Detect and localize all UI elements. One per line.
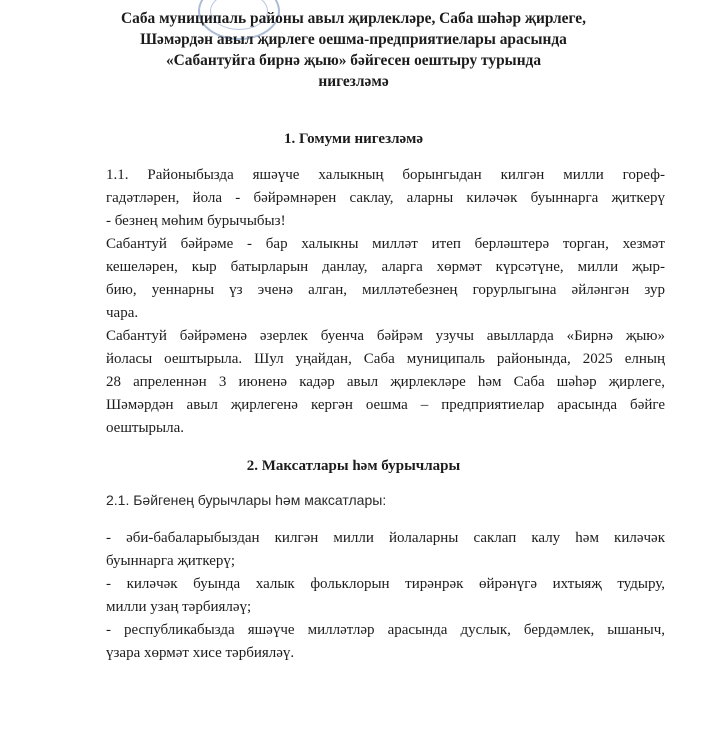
section-1-heading: 1. Гомуми нигезләмә	[283, 131, 424, 147]
paragraph-line: Шәмәрдән авыл җирлегенә кергән оешма – предприятиелар арасында бәйге	[106, 397, 665, 413]
section-2-body	[106, 527, 665, 665]
list-item-line: - республикабызда яшәүче милләтләр арасында дуслык, бердәмлек, ышаныч,	[106, 622, 665, 638]
paragraph-line: 28 апреленнән 3 июненә кадәр авыл җирлекләре һәм Саба шәһәр җирлеге,	[106, 374, 665, 390]
paragraph-line: чара.	[106, 305, 139, 321]
document-title	[60, 8, 647, 92]
title-line: нигезләмә	[318, 73, 389, 90]
list-item-line: үзара хөрмәт хисе тәрбияләү.	[106, 645, 295, 661]
paragraph-line: Сабантуй бәйрәменә әзерлек буенча бәйрәм узучы авылларда «Бирнә җыю»	[106, 328, 665, 344]
paragraph-line: 1.1. Районыбызда яшәүче халыкның борынгыдан килгән милли гореф-	[106, 167, 665, 183]
section-2-subheading: 2.1. Бәйгенең бурычлары һәм максатлары:	[106, 492, 387, 508]
title-line: Саба муниципаль районы авыл җирлекләре, Саба шәһәр җирлеге,	[121, 10, 586, 27]
list-item-line: буыннарга җиткерү;	[106, 553, 236, 569]
paragraph-line: - безнең мөһим бурычыбыз!	[106, 213, 286, 229]
paragraph-line: гадәтләрен, йола - бәйрәмнәрен саклау, аларны киләчәк буыннарга җиткерү	[106, 190, 665, 206]
paragraph-line: кешеләрен, кыр батырларын данлау, аларга хөрмәт күрсәтүне, милли җыр-	[106, 259, 665, 275]
list-item-line: милли узаң тәрбияләү;	[106, 599, 252, 615]
paragraph-line: йоласы оештырыла. Шул уңайдан, Саба муниципаль районында, 2025 елның	[106, 351, 665, 367]
list-item-line: - киләчәк буында халык фольклорын тирәнрәк өйрәнүгә ихтыяҗ тудыру,	[106, 576, 665, 592]
list-item-line: - әби-бабаларыбыздан килгән милли йолаларны саклап калу һәм киләчәк	[106, 530, 665, 546]
paragraph-line: бию, уеннарны үз эченә алган, милләтебезнең горурлыгына әйләнгән зур	[106, 282, 665, 298]
title-line: Шәмәрдән авыл җирлеге оешма-предприятиелары арасында	[140, 31, 567, 48]
section-1-body	[106, 164, 665, 440]
paragraph-line: Сабантуй бәйрәме - бар халыкны милләт итеп берләштерә торган, хезмәт	[106, 236, 665, 252]
title-line: «Сабантуйга бирнә җыю» бәйгесен оештыру турында	[165, 52, 542, 69]
section-2-heading: 2. Максатлары һәм бурычлары	[246, 458, 461, 474]
paragraph-line: оештырыла.	[106, 420, 184, 436]
